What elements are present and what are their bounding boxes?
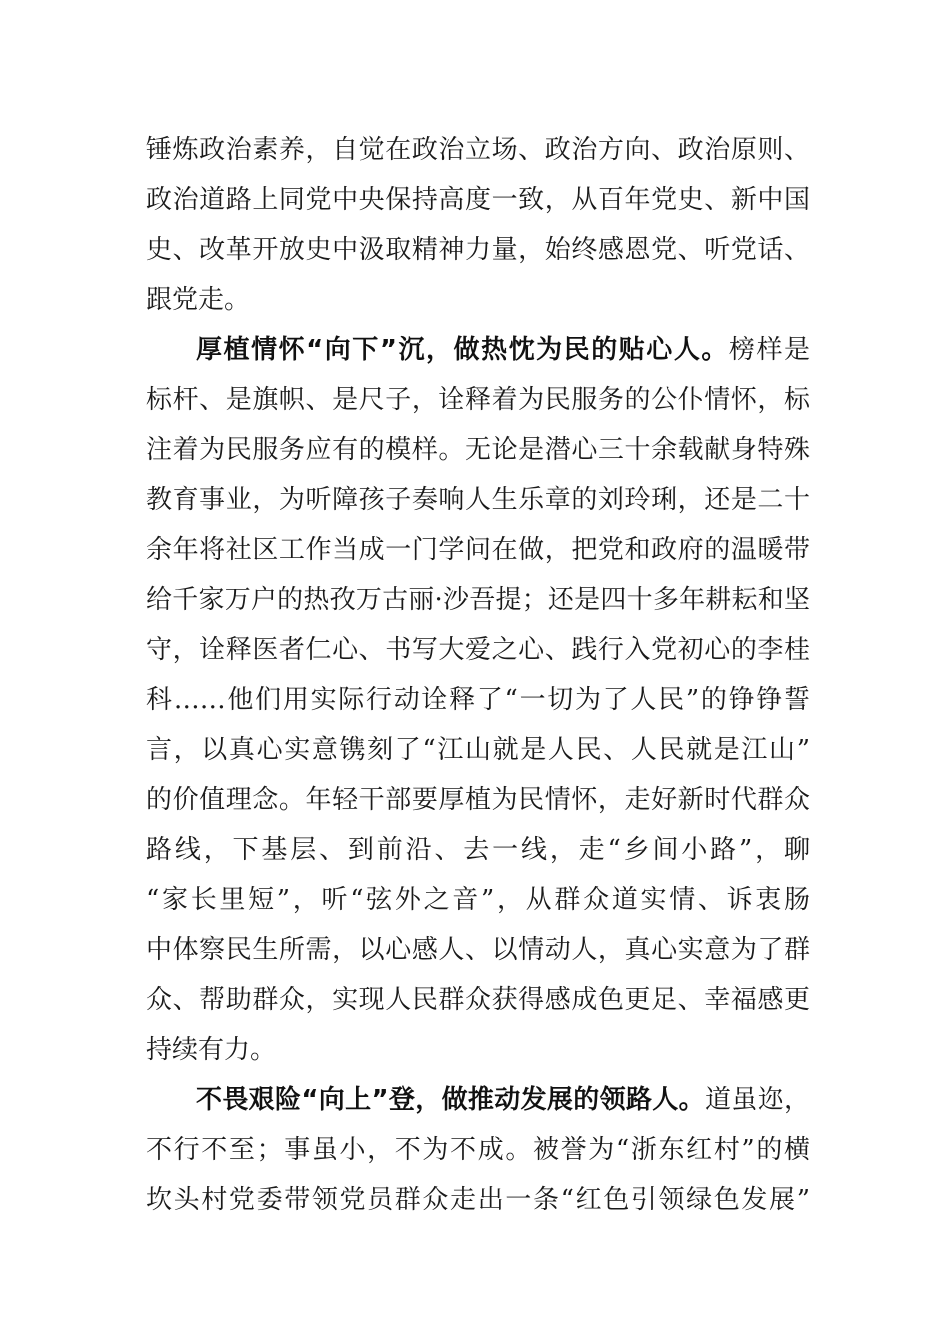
paragraph-2-line: 余年将社区工作当成一门学问在做，把党和政府的温暖带 — [146, 535, 810, 565]
paragraph-2-line: 路线，下基层、到前沿、去一线，走“乡间小路”，聊 — [146, 835, 810, 865]
paragraph-2-line: 给千家万户的热孜万古丽·沙吾提；还是四十多年耕耘和坚 — [146, 585, 810, 615]
paragraph-2-first-line — [196, 328, 810, 372]
paragraph-3-line: 坎头村党委带领党员群众走出一条“红色引领绿色发展” — [146, 1185, 810, 1215]
paragraph-2-line: 的价值理念。年轻干部要厚植为民情怀，走好新时代群众 — [146, 785, 810, 815]
paragraph-2-line: “家长里短”，听“弦外之音”，从群众道实情、诉衷肠 — [146, 885, 810, 915]
paragraph-3-line: 不行不至；事虽小，不为不成。被誉为“浙东红村”的横 — [146, 1135, 810, 1165]
paragraph-2-line: 标杆、是旗帜、是尺子，诠释着为民服务的公仆情怀，标 — [146, 385, 810, 415]
paragraph-3-first-line — [196, 1078, 810, 1122]
paragraph-1-line-3: 史、改革开放史中汲取精神力量，始终感恩党、听党话、 — [146, 235, 810, 265]
paragraph-2-line: 注着为民服务应有的模样。无论是潜心三十余载献身特殊 — [146, 435, 810, 465]
paragraph-1-line-4: 跟党走。 — [146, 285, 251, 315]
paragraph-2-first-line-rest: 榜样是 — [728, 335, 810, 365]
paragraph-2-line-last: 持续有力。 — [146, 1035, 277, 1065]
paragraph-2-line: 众、帮助群众，实现人民群众获得感成色更足、幸福感更 — [146, 985, 810, 1015]
paragraph-2-line: 中体察民生所需，以心感人、以情动人，真心实意为了群 — [146, 935, 810, 965]
paragraph-1-line-1: 锤炼政治素养，自觉在政治立场、政治方向、政治原则、 — [146, 135, 810, 165]
paragraph-2-heading: 厚植情怀“向下”沉，做热忱为民的贴心人。 — [196, 335, 729, 365]
paragraph-3-first-line-rest: 道虽迩， — [704, 1085, 810, 1115]
paragraph-2-line: 教育事业，为听障孩子奏响人生乐章的刘玲琍，还是二十 — [146, 485, 810, 515]
paragraph-3-heading: 不畏艰险“向上”登，做推动发展的领路人。 — [196, 1085, 705, 1115]
paragraph-2-line: 言，以真心实意镌刻了“江山就是人民、人民就是江山” — [146, 735, 810, 765]
paragraph-2-line: 守，诠释医者仁心、书写大爱之心、践行入党初心的李桂 — [146, 635, 810, 665]
paragraph-2-line: 科……他们用实际行动诠释了“一切为了人民”的铮铮誓 — [146, 685, 810, 715]
paragraph-1-line-2: 政治道路上同党中央保持高度一致，从百年党史、新中国 — [146, 185, 810, 215]
